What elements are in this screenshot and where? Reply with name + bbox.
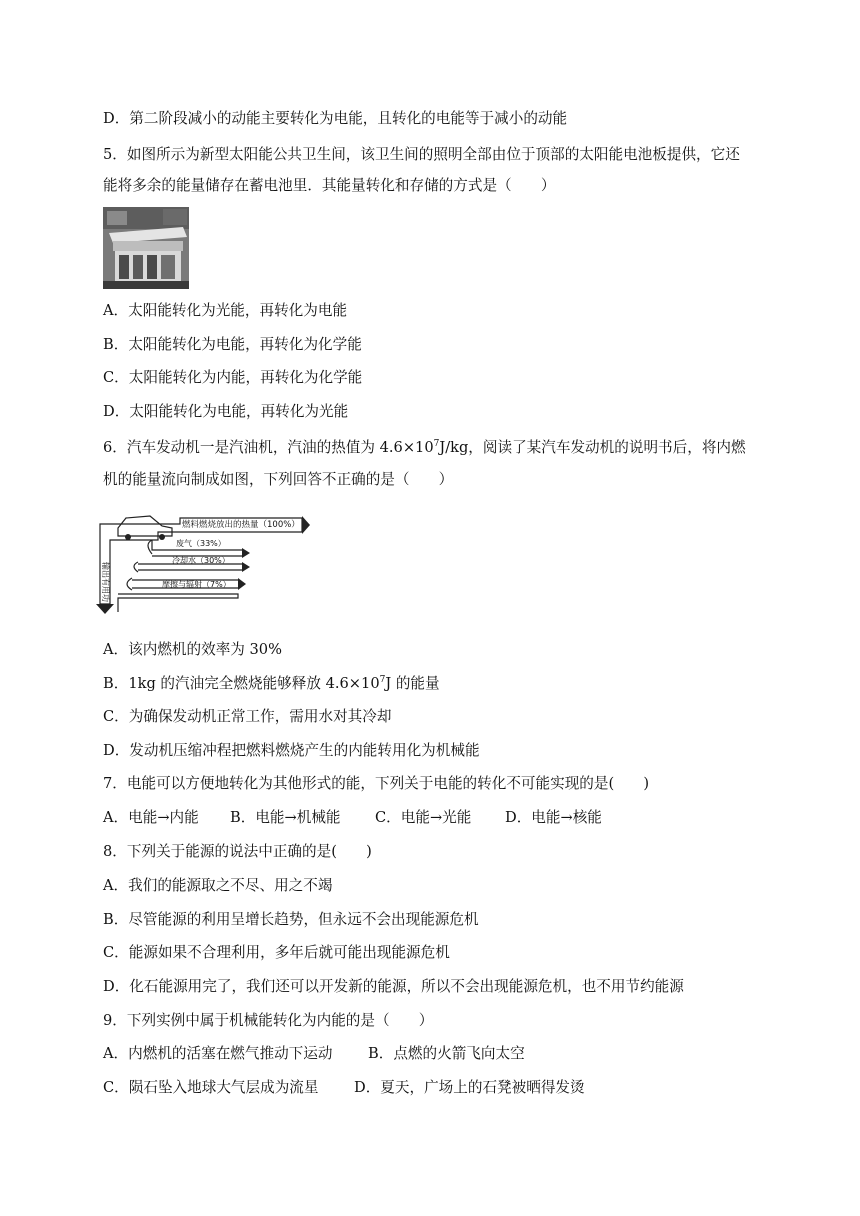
arrow-exhaust-icon: [242, 548, 250, 558]
q6-stem-exponent: 7: [433, 439, 440, 449]
q7-option-b: B．电能→机械能: [230, 809, 341, 826]
q6-option-b-part2: J 的能量: [385, 675, 440, 692]
q9-option-b: B．点燃的火箭飞向太空: [368, 1045, 525, 1062]
q5-option-a: A．太阳能转化为光能，再转化为电能: [103, 302, 348, 319]
q9-option-c: C．陨石坠入地球大气层成为流星: [103, 1079, 319, 1096]
output-label: 输出有用功: [101, 562, 110, 602]
q9-option-d: D．夏天，广场上的石凳被晒得发烫: [354, 1079, 585, 1096]
q5-option-c: C．太阳能转化为内能，再转化为化学能: [103, 369, 363, 386]
solar-toilet-photo: [103, 207, 189, 289]
coolant-label: 冷却水（30%）: [172, 556, 230, 565]
q8-stem: 8．下列关于能源的说法中正确的是( ): [103, 843, 372, 860]
q7-stem: 7．电能可以方便地转化为其他形式的能，下列关于电能的转化不可能实现的是( ): [103, 775, 650, 792]
q6-stem-line1-part1: 6．汽车发动机一是汽油机，汽油的热值为 4.6×10: [103, 439, 434, 456]
q6-stem-line2: 机的能量流向制成如图，下列回答不正确的是（ ）: [103, 471, 454, 488]
q7-options-row: [103, 808, 602, 828]
q5-stem-line1: 5．如图所示为新型太阳能公共卫生间，该卫生间的照明全部由位于顶部的太阳能电池板提供，它还: [103, 146, 740, 163]
engine-energy-flow-diagram: [92, 504, 312, 634]
q9-options-row2: [103, 1078, 585, 1098]
q4-option-d: D．第二阶段减小的动能主要转化为电能，且转化的电能等于减小的动能: [103, 110, 568, 127]
q6-option-a: A．该内燃机的效率为 30%: [103, 641, 282, 658]
q6-option-c: C．为确保发动机正常工作，需用水对其冷却: [103, 708, 392, 725]
q9-options-row1: [103, 1044, 525, 1064]
q7-option-a: A．电能→内能: [103, 809, 199, 826]
q9-stem: 9．下列实例中属于机械能转化为内能的是（ ）: [103, 1012, 434, 1029]
heat-label: 燃料燃烧放出的热量（100%）: [182, 520, 300, 530]
q8-option-d: D．化石能源用完了，我们还可以开发新的能源，所以不会出现能源危机，也不用节约能源: [103, 978, 684, 995]
q6-stem-line1: [103, 438, 746, 458]
q7-option-d: D．电能→核能: [505, 809, 602, 826]
q6-option-b: [103, 674, 440, 694]
q6-option-b-part1: B．1kg 的汽油完全燃烧能够释放 4.6×10: [103, 675, 380, 692]
q6-option-d: D．发动机压缩冲程把燃料燃烧产生的内能转用化为机械能: [103, 742, 480, 759]
q6-stem-line1-part2: J/kg，阅读了某汽车发动机的说明书后，将内燃: [439, 439, 746, 456]
arrow-coolant-icon: [242, 562, 250, 572]
exhaust-label: 废气（33%）: [176, 539, 226, 548]
car-icon: [118, 516, 172, 540]
q9-option-a: A．内燃机的活塞在燃气推动下运动: [103, 1045, 333, 1062]
arrow-output-icon: [96, 604, 114, 614]
q7-option-c: C．电能→光能: [375, 809, 472, 826]
q5-stem-line2: 能将多余的能量储存在蓄电池里．其能量转化和存储的方式是（ ）: [103, 177, 556, 194]
q8-option-c: C．能源如果不合理利用，多年后就可能出现能源危机: [103, 944, 450, 961]
friction-label: 摩擦与辐射（7%）: [162, 580, 231, 589]
solar-toilet-illustration: [103, 207, 189, 289]
q6-option-b-exponent: 7: [379, 675, 386, 685]
q5-option-d: D．太阳能转化为电能，再转化为光能: [103, 403, 349, 420]
q5-option-b: B．太阳能转化为电能，再转化为化学能: [103, 336, 362, 353]
q8-option-a: A．我们的能源取之不尽、用之不竭: [103, 877, 333, 894]
arrow-heat-icon: [302, 516, 310, 534]
arrow-friction-icon: [238, 578, 246, 590]
q8-option-b: B．尽管能源的利用呈增长趋势，但永远不会出现能源危机: [103, 911, 479, 928]
